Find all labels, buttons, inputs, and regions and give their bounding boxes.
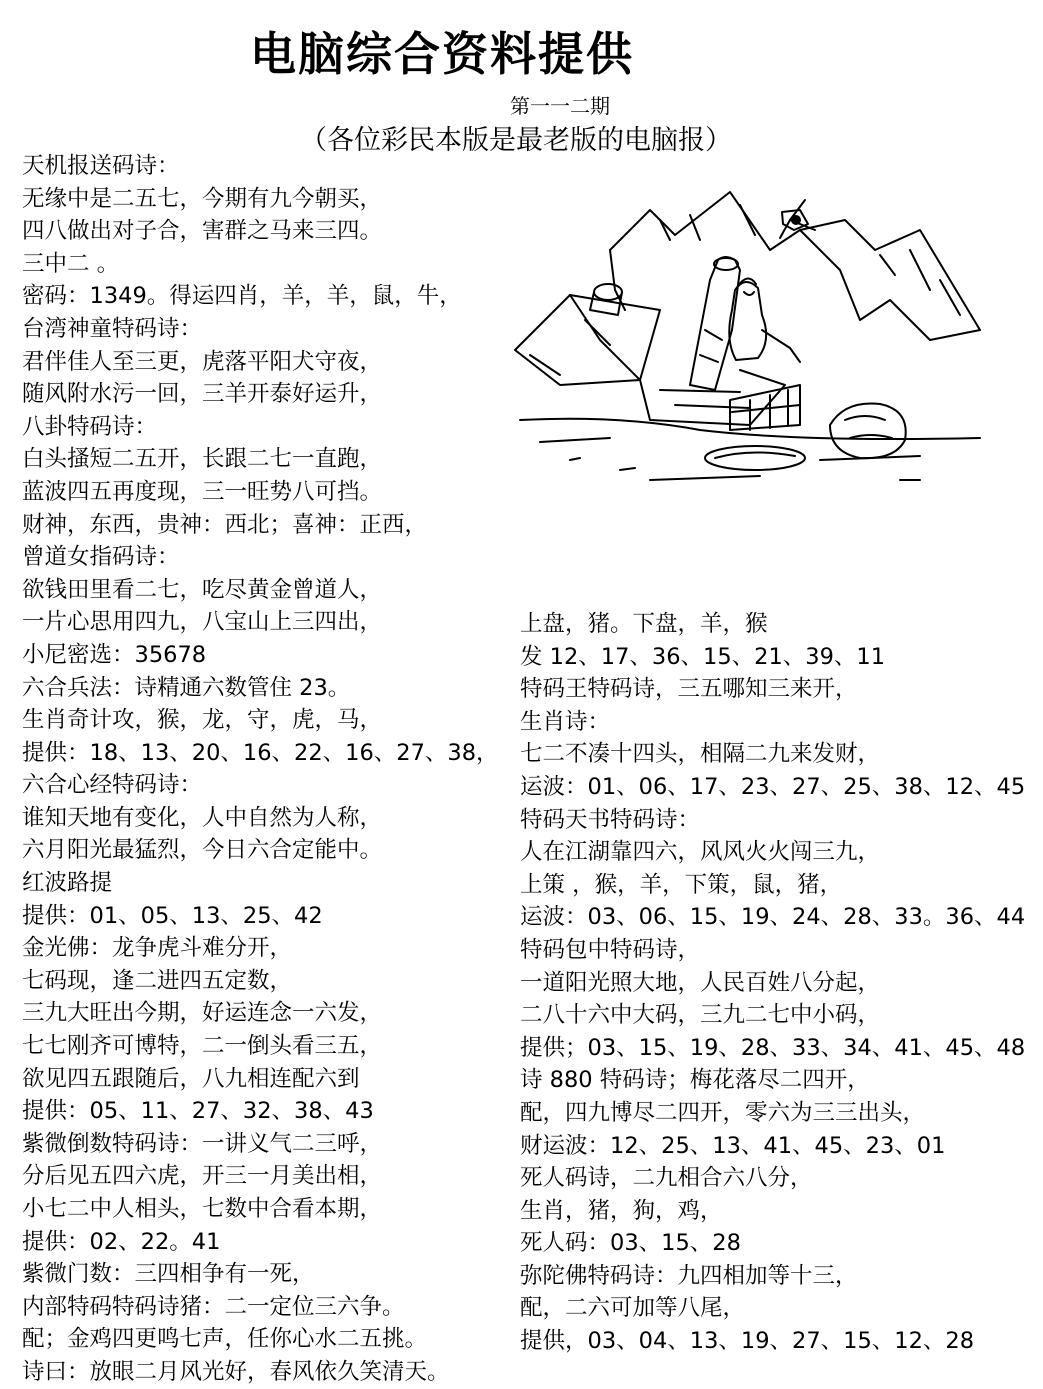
text-line: 提供：01、05、13、25、42 [22,902,323,929]
page-title: 电脑综合资料提供 [250,27,634,81]
text-line: 三中二 。 [22,250,120,277]
text-line: 金光佛：龙争虎斗难分开， [22,935,293,962]
text-line: 蓝波四五再度现，三一旺势八可挡。 [22,478,383,505]
text-line: 一道阳光照大地，人民百姓八分起， [520,969,881,996]
text-line: 发 12、17、36、15、21、39、11 [520,643,886,670]
text-line: 七七刚齐可博特，二一倒头看三五， [22,1033,383,1060]
text-line: 七二不凑十四头，相隔二九来发财， [520,741,881,768]
right-column [520,608,1026,1358]
text-line: 一片心思用四九，八宝山上三四出， [22,609,383,636]
left-column [22,150,502,1389]
page-subtitle: （各位彩民本版是最老版的电脑报） [300,125,732,156]
text-line: 人在江湖靠四六，风风火火闯三九， [520,839,881,866]
text-line: 上策 ，猴，羊，下策，鼠，猪， [520,871,843,898]
text-line: 六合心经特码诗： [22,772,203,799]
text-line: 配，四九博尽二四开，零六为三三出头， [520,1099,926,1126]
text-line: 随风附水污一回，三羊开泰好运升， [22,381,383,408]
text-line: 紫微倒数特码诗：一讲义气二三呼， [22,1130,383,1157]
text-line: 运波：01、06、17、23、27、25、38、12、45 [520,773,1026,800]
text-line: 配；金鸡四更鸣七声，任你心水二五挑。 [22,1326,428,1353]
text-line: 小尼密选：35678 [22,641,207,668]
issue-number: 第一一二期 [510,94,610,118]
text-line: 台湾神童特码诗： [22,315,203,342]
text-line: 财神，东西，贵神：西北；喜神：正西， [22,511,428,538]
text-line: 曾道女指码诗： [22,544,180,571]
text-line: 生肖，猪，狗，鸡， [520,1197,723,1224]
text-line: 六月阳光最猛烈，今日六合定能中。 [22,837,383,864]
text-line: 提供：05、11、27、32、38、43 [22,1098,374,1125]
text-line: 欲钱田里看二七，吃尽黄金曾道人， [22,576,383,603]
text-line: 八卦特码诗： [22,413,158,440]
text-line: 无缘中是二五七，今期有九今朝买， [22,185,383,212]
text-line: 死人码诗，二九相合六八分， [520,1165,813,1192]
text-line: 提供，03、04、13、19、27、15、12、28 [520,1328,975,1355]
text-line: 天机报送码诗： [22,153,180,179]
text-line: 三九大旺出今期，好运连念一六发， [22,1000,383,1027]
text-line: 小七二中人相头，七数中合看本期， [22,1196,383,1222]
text-line: 欲见四五跟随后，八九相连配六到 [22,1065,360,1092]
text-line: 白头搔短二五开，长跟二七一直跑， [22,446,383,473]
mountain-scene-illustration [500,180,990,540]
text-line: 二八十六中大码，三九二七中小码， [520,1002,881,1029]
text-line: 特码王特码诗，三五哪知三来开， [520,676,858,703]
text-line: 六合兵法：诗精通六数管住 23。 [22,674,351,701]
text-line: 运波：03、06、15、19、24、28、33。36、44 [520,904,1026,931]
text-line: 死人码：03、15、28 [520,1230,741,1257]
text-line: 上盘，猪。下盘，羊，猴 [520,611,768,637]
text-line: 分后见五四六虎，开三一月美出相， [22,1163,383,1190]
text-line: 财运波：12、25、13、41、45、23、01 [520,1132,946,1159]
text-line: 密码：1349。得运四肖，羊，羊，鼠，牛， [22,283,462,310]
text-line: 君伴佳人至三更，虎落平阳犬守夜， [22,348,383,375]
text-line: 特码天书特码诗： [520,806,701,833]
text-line: 提供：02、22。41 [22,1228,221,1255]
text-line: 四八做出对子合，害群之马来三四。 [22,218,383,245]
text-line: 特码包中特码诗， [520,936,701,963]
text-line: 生肖奇计攻，猴，龙，守，虎，马， [22,707,383,734]
text-line: 红波路提 [22,870,113,897]
text-line: 生肖诗： [520,708,611,735]
text-line: 谁知天地有变化，人中自然为人称， [22,804,383,831]
text-line: 诗曰：放眼二月风光好，春风依久笑清天。 [22,1358,450,1385]
text-line: 提供：18、13、20、16、22、16、27、38， [22,739,499,766]
text-line: 七码现，逢二进四五定数， [22,967,293,994]
text-line: 诗 880 特码诗；梅花落尽二四开， [520,1067,870,1094]
text-line: 紫微门数：三四相争有一死， [22,1261,315,1288]
text-line: 配，二六可加等八尾， [520,1295,746,1322]
text-line: 提供；03、15、19、28、33、34、41、45、48 [520,1034,1026,1061]
text-line: 内部特码特码诗猪：二一定位三六争。 [22,1293,405,1320]
text-line: 弥陀佛特码诗：九四相加等十三， [520,1262,858,1289]
